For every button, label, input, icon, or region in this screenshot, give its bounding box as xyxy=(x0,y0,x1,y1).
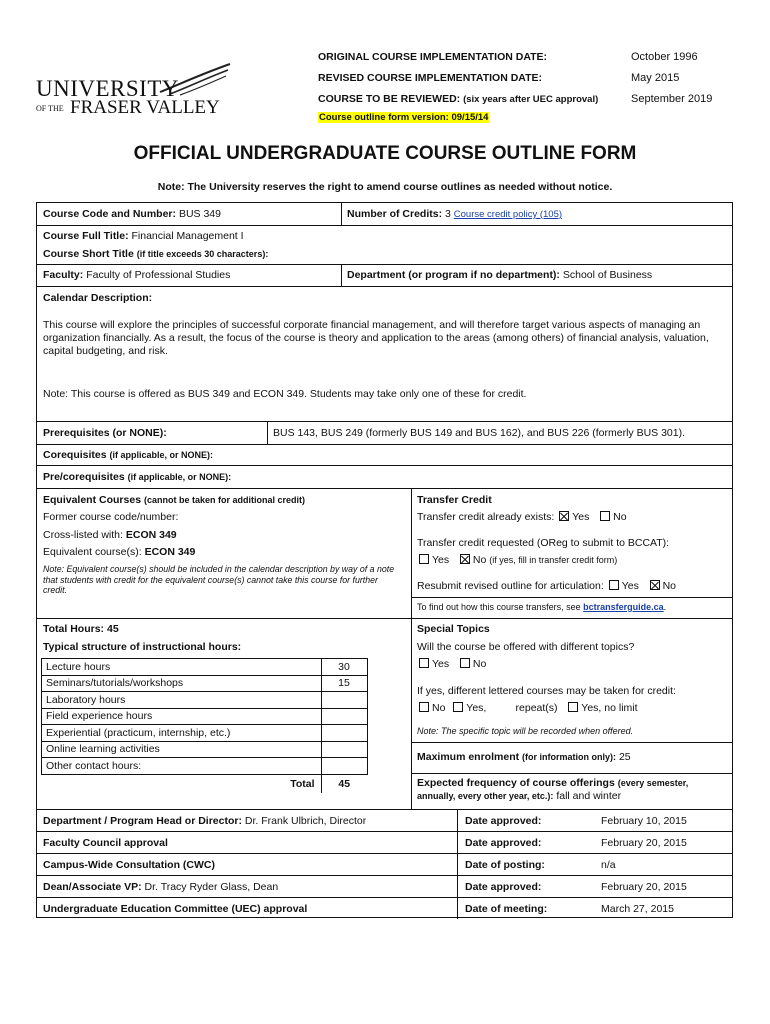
review-value: September 2019 xyxy=(631,93,713,105)
transfer-requested-label: Transfer credit requested (OReg to submit to BCCAT): xyxy=(417,537,670,549)
special-topics-no-checkbox[interactable] xyxy=(460,658,470,668)
revised-implementation-label: REVISED COURSE IMPLEMENTATION DATE: xyxy=(318,72,543,84)
hours-row xyxy=(42,675,368,692)
short-title-field xyxy=(43,248,268,260)
hours-row-value[interactable] xyxy=(321,708,367,725)
transfer-requested-row xyxy=(417,554,617,566)
resubmit-yes-label: Yes xyxy=(621,580,639,592)
transfer-requested-no-checkbox[interactable] xyxy=(460,554,470,564)
cross-listed-field xyxy=(43,529,177,541)
offering-frequency-label: Expected frequency of course offerings xyxy=(417,777,615,789)
course-outline-form xyxy=(36,202,733,918)
transfer-exists-no-checkbox[interactable] xyxy=(600,511,610,521)
form-note: Note: The University reserves the right to amend course outlines as needed without notice. xyxy=(157,181,613,193)
hours-row-value[interactable] xyxy=(321,741,367,758)
equivalent-courses-italic-note: Note: Equivalent course(s) should be included in the calendar description by way of a note that students with credit for the equivalent course(s) cannot take this course for further credit. xyxy=(43,564,395,595)
transfer-credit-label: Transfer Credit xyxy=(417,494,492,506)
logo-university: UNIVERSITY xyxy=(36,76,179,101)
max-enrolment-label: Maximum enrolment xyxy=(417,751,520,763)
faculty-field xyxy=(43,269,230,281)
approval-label: Dean/Associate VP: xyxy=(43,881,142,893)
transfer-requested-yes-label: Yes xyxy=(432,554,450,566)
hours-row-label: Lecture hours xyxy=(42,659,322,676)
approval-label: Campus-Wide Consultation (CWC) xyxy=(43,859,215,871)
transfer-requested-no-label: No xyxy=(472,554,487,566)
equivalent-courses-label: Equivalent Courses xyxy=(43,494,142,506)
full-title-value[interactable]: Financial Management I xyxy=(131,230,244,242)
transfer-guide-row xyxy=(417,602,666,612)
lettered-courses-options xyxy=(417,702,638,714)
corequisites-label: Corequisites xyxy=(43,449,107,461)
prerequisites-value[interactable]: BUS 143, BUS 249 (formerly BUS 149 and BUS 162), and BUS 226 (formerly BUS 301). xyxy=(273,427,686,439)
resubmit-yes-checkbox[interactable] xyxy=(609,580,619,590)
special-topics-italic-note: Note: The specific topic will be recorded when offered. xyxy=(417,726,634,736)
approval-date-label: Date of posting: xyxy=(465,859,545,871)
course-code-label: Course Code and Number: xyxy=(43,208,177,220)
review-note: (six years after UEC approval) xyxy=(463,94,599,105)
hours-row-label: Laboratory hours xyxy=(42,692,322,709)
department-field xyxy=(347,269,652,281)
hours-row xyxy=(42,659,368,676)
approval-date-value[interactable]: February 20, 2015 xyxy=(601,837,687,849)
approval-date-value[interactable]: n/a xyxy=(601,859,616,871)
prerequisites-label: Prerequisites (or NONE): xyxy=(43,427,167,439)
hours-row-value[interactable] xyxy=(321,758,367,775)
corequisites-field xyxy=(43,449,213,461)
hours-row xyxy=(42,708,368,725)
transfer-exists-yes-label: Yes xyxy=(572,511,590,523)
calendar-description-label: Calendar Description: xyxy=(43,292,153,304)
precorequisites-field xyxy=(43,471,231,483)
former-course-code[interactable]: Former course code/number: xyxy=(43,511,179,523)
equivalent-courses-note: (cannot be taken for additional credit) xyxy=(143,495,305,505)
equivalent-courses-heading xyxy=(43,494,305,506)
transfer-exists-yes-checkbox[interactable] xyxy=(559,511,569,521)
review-row xyxy=(318,93,598,105)
precorequisites-label: Pre/corequisites xyxy=(43,471,125,483)
approval-date-label: Date approved: xyxy=(465,837,542,849)
hours-total-value[interactable]: 45 xyxy=(321,774,367,793)
hours-row-label: Field experience hours xyxy=(42,708,322,725)
lettered-no-checkbox[interactable] xyxy=(419,702,429,712)
hours-row xyxy=(42,758,368,775)
hours-total-row xyxy=(42,774,368,793)
credits-value[interactable]: 3 xyxy=(445,208,451,220)
typical-structure-label: Typical structure of instructional hours: xyxy=(43,641,242,653)
lettered-courses-question: If yes, different lettered courses may be taken for credit: xyxy=(417,685,676,697)
special-topics-question: Will the course be offered with different topics? xyxy=(417,641,635,653)
special-topics-yes-checkbox[interactable] xyxy=(419,658,429,668)
short-title-label: Course Short Title xyxy=(43,248,134,260)
offering-frequency-note: (every semester, annually, every other year, etc.): xyxy=(417,778,689,801)
original-implementation-value: October 1996 xyxy=(631,51,698,63)
hours-row-value[interactable]: 15 xyxy=(321,675,367,692)
hours-table xyxy=(41,658,368,793)
lettered-nolimit-checkbox[interactable] xyxy=(568,702,578,712)
approval-row xyxy=(43,859,215,871)
full-title-field xyxy=(43,230,244,242)
lettered-yes-label: Yes, xyxy=(466,702,487,714)
resubmit-no-checkbox[interactable] xyxy=(650,580,660,590)
hours-table-wrap xyxy=(41,658,368,793)
lettered-nolimit-label: Yes, no limit xyxy=(581,702,638,714)
review-label: COURSE TO BE REVIEWED: xyxy=(318,93,461,105)
approval-date-value[interactable]: February 20, 2015 xyxy=(601,881,687,893)
department-value[interactable]: School of Business xyxy=(562,269,653,281)
full-title-label: Course Full Title: xyxy=(43,230,129,242)
original-implementation-label: ORIGINAL COURSE IMPLEMENTATION DATE: xyxy=(318,51,548,63)
course-code-field xyxy=(43,208,221,220)
lettered-repeat-label: repeat(s) xyxy=(515,702,558,714)
form-version: Course outline form version: 09/15/14 xyxy=(319,112,489,123)
approval-label: Undergraduate Education Committee (UEC) approval xyxy=(43,903,308,915)
special-topics-no-label: No xyxy=(472,658,487,670)
approval-date-label: Date approved: xyxy=(465,815,542,827)
calendar-description-text[interactable]: This course will explore the principles of successful corporate financial management, and will therefore target various aspects of managing an organization financially. As a result, the focus of the course is theory and application to the areas (among others) of financial analysis, valuation, capital budgeting, and risk. xyxy=(43,319,709,357)
hours-total-label: Total xyxy=(42,774,322,793)
approval-date-label: Date approved: xyxy=(465,881,542,893)
faculty-value[interactable]: Faculty of Professional Studies xyxy=(86,269,231,281)
cross-listed-label: Cross-listed with: xyxy=(43,529,123,541)
approval-label: Department / Program Head or Director: xyxy=(43,815,242,827)
course-code-value[interactable]: BUS 349 xyxy=(178,208,221,220)
corequisites-note: (if applicable, or NONE): xyxy=(109,450,214,460)
credits-label: Number of Credits: xyxy=(347,208,443,220)
calendar-cross-list-note: Note: This course is offered as BUS 349 and ECON 349. Students may take only one of these for credit. xyxy=(43,388,527,400)
transfer-exists-label: Transfer credit already exists: xyxy=(417,511,555,523)
hours-row-label: Online learning activities xyxy=(42,741,322,758)
faculty-label: Faculty: xyxy=(43,269,84,281)
credit-policy-link[interactable]: Course credit policy (105) xyxy=(453,209,563,220)
lettered-no-label: No xyxy=(432,702,446,714)
max-enrolment-field xyxy=(417,751,631,763)
approval-value[interactable]: Dr. Tracy Ryder Glass, Dean xyxy=(144,881,279,893)
total-hours-field xyxy=(43,623,119,635)
special-topics-label: Special Topics xyxy=(417,623,490,635)
approval-row xyxy=(43,903,307,915)
hours-row-label: Seminars/tutorials/workshops xyxy=(42,675,322,692)
transfer-exists-no-label: No xyxy=(613,511,627,523)
offering-frequency-value[interactable]: fall and winter xyxy=(556,790,622,802)
equivalent-course-field xyxy=(43,546,195,558)
offering-frequency-field xyxy=(417,777,729,803)
transfer-exists-row xyxy=(417,511,627,523)
hours-row-label: Experiential (practicum, internship, etc.) xyxy=(42,725,322,742)
special-topics-answer-row xyxy=(417,658,486,670)
approval-row xyxy=(43,881,278,893)
precorequisites-note: (if applicable, or NONE): xyxy=(127,472,232,482)
total-hours-label: Total Hours: xyxy=(43,623,105,635)
approval-value[interactable]: Dr. Frank Ulbrich, Director xyxy=(244,815,367,827)
logo-fraser-valley: FRASER VALLEY xyxy=(70,97,220,118)
resubmit-label: Resubmit revised outline for articulation: xyxy=(417,580,604,592)
transfer-guide-period: . xyxy=(663,602,667,612)
short-title-note: (if title exceeds 30 characters): xyxy=(136,249,269,259)
approval-row xyxy=(43,815,366,827)
credits-field xyxy=(347,208,562,220)
lettered-yes-checkbox[interactable] xyxy=(453,702,463,712)
bctransferguide-link[interactable]: bctransferguide.ca xyxy=(583,602,664,612)
approval-date-value[interactable]: February 10, 2015 xyxy=(601,815,687,827)
approval-date-value[interactable]: March 27, 2015 xyxy=(601,903,674,915)
approval-label: Faculty Council approval xyxy=(43,837,168,849)
transfer-requested-note: (if yes, fill in transfer credit form) xyxy=(489,555,618,565)
logo-of-the: OF THE xyxy=(36,104,64,113)
equivalent-course-label: Equivalent course(s): xyxy=(43,546,142,558)
revised-implementation-value: May 2015 xyxy=(631,72,680,84)
max-enrolment-value[interactable]: 25 xyxy=(618,751,631,763)
hours-row xyxy=(42,692,368,709)
approval-date-label: Date of meeting: xyxy=(465,903,548,915)
hours-row xyxy=(42,741,368,758)
equivalent-course-value[interactable]: ECON 349 xyxy=(144,546,196,558)
transfer-requested-yes-checkbox[interactable] xyxy=(419,554,429,564)
hours-row-value[interactable] xyxy=(321,692,367,709)
resubmit-no-label: No xyxy=(662,580,677,592)
hours-row-label: Other contact hours: xyxy=(42,758,322,775)
max-enrolment-note: (for information only): xyxy=(522,752,617,762)
special-topics-yes-label: Yes xyxy=(432,658,450,670)
hours-row-value[interactable] xyxy=(321,725,367,742)
hours-row-value[interactable]: 30 xyxy=(321,659,367,676)
transfer-guide-text: To find out how this course transfers, see xyxy=(417,602,581,612)
form-title: OFFICIAL UNDERGRADUATE COURSE OUTLINE FORM xyxy=(133,143,637,164)
university-logo xyxy=(36,62,236,122)
total-hours-value[interactable]: 45 xyxy=(106,623,119,635)
approval-row xyxy=(43,837,168,849)
department-label: Department (or program if no department): xyxy=(347,269,560,281)
cross-listed-value[interactable]: ECON 349 xyxy=(125,529,177,541)
hours-row xyxy=(42,725,368,742)
resubmit-row xyxy=(417,580,676,592)
